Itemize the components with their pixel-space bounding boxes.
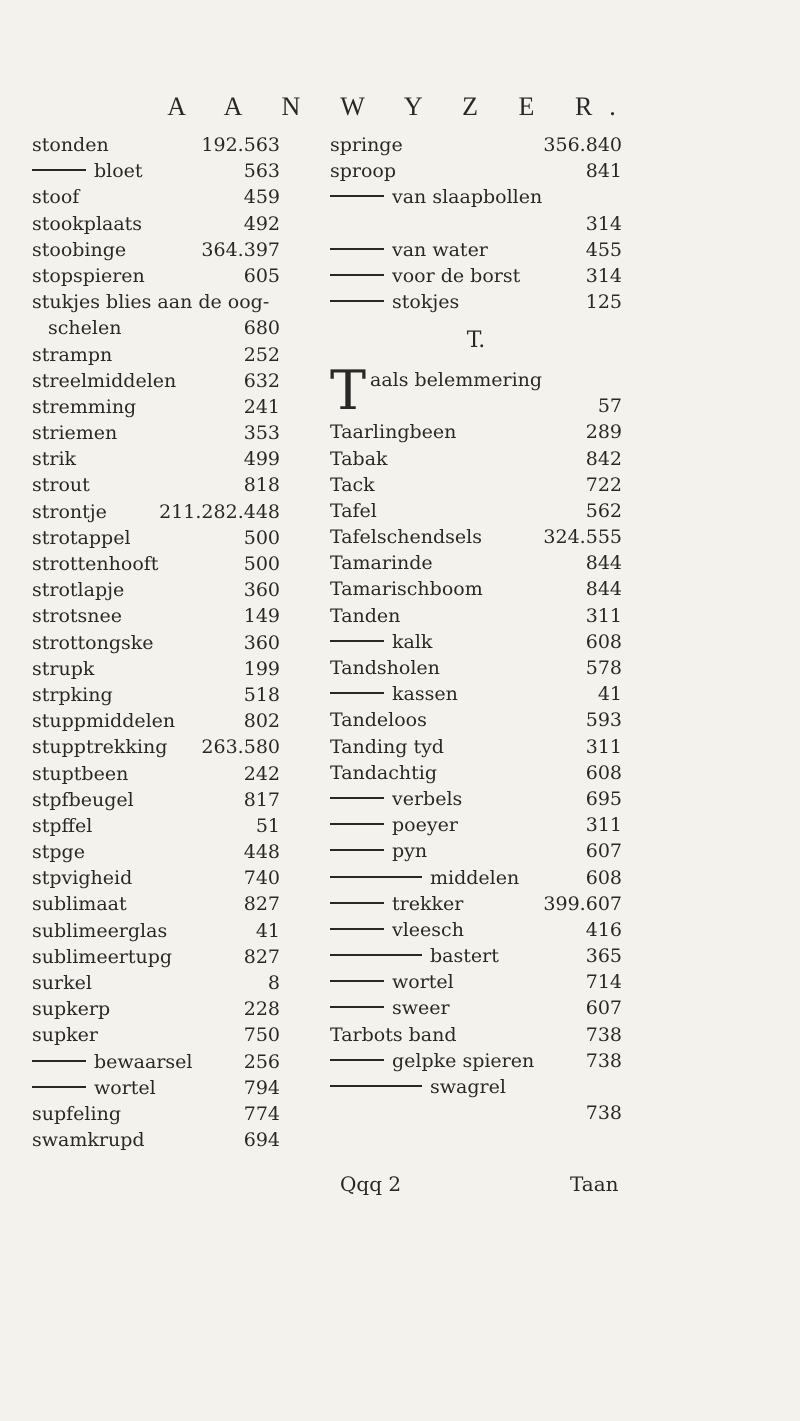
entry-page-ref: 311 <box>585 814 622 837</box>
entry-page-ref: 459 <box>243 186 280 209</box>
entry-page-ref: 324.555 <box>543 526 622 549</box>
index-entry <box>32 315 280 341</box>
entry-term: vleesch <box>392 918 464 941</box>
entry-term: pyn <box>392 840 428 863</box>
entry-page-ref: 680 <box>243 317 280 340</box>
ditto-dash <box>330 902 384 904</box>
index-entry <box>32 342 280 368</box>
entry-term: aals belemmering <box>370 369 543 392</box>
entry-term: stoobinge <box>32 238 127 261</box>
index-entry <box>32 577 280 603</box>
entry-term: stuptbeen <box>32 762 129 785</box>
index-entry <box>32 1049 280 1075</box>
index-entry <box>32 708 280 734</box>
entry-term: strotlapje <box>32 579 125 602</box>
entry-term: Tanding tyd <box>330 735 444 758</box>
index-entry <box>330 603 622 629</box>
entry-term: Tandachtig <box>330 761 438 784</box>
index-entry <box>330 969 622 995</box>
entry-page-ref: 608 <box>585 761 622 784</box>
index-entry <box>32 813 280 839</box>
entry-term: swamkrupd <box>32 1129 145 1152</box>
entry-page-ref: 802 <box>243 710 280 733</box>
entry-term: voor de borst <box>392 264 521 287</box>
entry-term: Tamarischboom <box>330 578 483 601</box>
entry-page-ref: 817 <box>243 788 280 811</box>
index-entry <box>32 603 280 629</box>
entry-page-ref: 607 <box>585 997 622 1020</box>
index-entry <box>32 394 280 420</box>
index-entry <box>32 944 280 970</box>
entry-term: wortel <box>94 1076 156 1099</box>
entry-page-ref: 360 <box>243 579 280 602</box>
entry-term: stupptrekking <box>32 736 168 759</box>
entry-page-ref: 263.580 <box>201 736 280 759</box>
entry-term: stpge <box>32 841 85 864</box>
index-entry <box>330 184 622 210</box>
index-entry <box>32 1127 280 1153</box>
ditto-dash <box>330 692 384 694</box>
entry-term: Tamarinde <box>330 552 433 575</box>
index-entry <box>32 1101 280 1127</box>
entry-term: stukjes blies aan de oog- <box>32 291 270 314</box>
entry-term: strottenhooft <box>32 553 159 575</box>
ditto-dash <box>32 1086 86 1088</box>
index-entry <box>330 838 622 864</box>
index-entry <box>330 263 622 289</box>
entry-term: stremming <box>32 395 137 418</box>
signature-mark: Qqq 2 <box>340 1172 402 1196</box>
index-entry <box>32 420 280 446</box>
entry-page-ref: 192.563 <box>201 134 280 156</box>
entry-term: supkerp <box>32 998 111 1021</box>
index-entry <box>330 917 622 943</box>
entry-term: sublimeerglas <box>32 919 168 942</box>
entry-term: sweer <box>392 997 450 1020</box>
index-entry <box>330 655 622 681</box>
index-entry <box>330 681 622 707</box>
entry-term: supfeling <box>32 1102 121 1125</box>
entry-page-ref: 593 <box>585 709 622 732</box>
right-index-column <box>330 132 622 1126</box>
entry-page-ref: 365 <box>585 945 622 968</box>
index-entry <box>330 1048 622 1074</box>
index-entry <box>330 550 622 576</box>
entry-term: strotappel <box>32 526 131 549</box>
entry-page-ref: 41 <box>255 919 280 942</box>
entry-term: strotsnee <box>32 605 123 628</box>
entry-term: wortel <box>392 971 454 994</box>
entry-term: sproop <box>330 160 397 183</box>
index-entry <box>32 630 280 656</box>
entry-page-ref: 51 <box>255 814 280 837</box>
entry-term: Tarbots band <box>330 1023 457 1046</box>
entry-page-ref: 256 <box>243 1050 280 1073</box>
ditto-dash <box>330 640 384 642</box>
index-entry <box>330 734 622 760</box>
entry-page-ref: 311 <box>585 735 622 758</box>
entry-term: strupk <box>32 657 95 680</box>
ditto-dash <box>330 1006 384 1008</box>
ditto-dash <box>330 248 384 250</box>
entry-term: stpffel <box>32 814 93 837</box>
index-entry-continuation <box>330 1100 622 1126</box>
index-entry <box>32 682 280 708</box>
entry-term: strontje <box>32 500 107 523</box>
ditto-dash <box>330 876 422 878</box>
index-entry <box>32 891 280 917</box>
entry-term: stookplaats <box>32 212 143 235</box>
ditto-dash <box>32 1060 86 1062</box>
index-entry <box>32 211 280 237</box>
entry-page-ref: 500 <box>243 526 280 549</box>
entry-term: sublimeertupg <box>32 945 173 968</box>
index-entry-continuation <box>330 211 622 237</box>
entry-term: Tack <box>330 473 375 496</box>
entry-page-ref: 842 <box>585 447 622 470</box>
entry-page-ref: 738 <box>585 1102 622 1125</box>
index-entry <box>330 524 622 550</box>
index-entry <box>32 263 280 289</box>
index-entry <box>32 918 280 944</box>
index-entry <box>330 786 622 812</box>
entry-term: stoof <box>32 186 80 209</box>
index-entry <box>330 289 622 315</box>
index-entry <box>32 839 280 865</box>
running-head: A A N W Y Z E R. <box>167 92 633 121</box>
entry-page-ref: 738 <box>585 1049 622 1072</box>
entry-term: verbels <box>392 787 463 810</box>
index-entry <box>32 551 280 577</box>
entry-page-ref: 8 <box>267 972 280 994</box>
ditto-dash <box>330 849 384 851</box>
ditto-dash <box>330 823 384 825</box>
entry-page-ref: 499 <box>243 448 280 471</box>
index-entry <box>32 368 280 394</box>
index-entry <box>32 446 280 472</box>
index-entry <box>330 472 622 498</box>
entry-term: stonden <box>32 134 109 156</box>
index-entry <box>330 1074 622 1100</box>
entry-page-ref: 607 <box>585 840 622 863</box>
entry-page-ref: 41 <box>597 683 622 706</box>
entry-page-ref: 844 <box>585 578 622 601</box>
entry-term: swagrel <box>430 1076 506 1098</box>
index-entry <box>330 995 622 1021</box>
index-entry <box>330 132 622 158</box>
entry-term: bloet <box>94 160 143 183</box>
entry-page-ref: 314 <box>585 264 622 287</box>
entry-term: Tandeloos <box>330 709 427 732</box>
index-entry <box>330 865 622 891</box>
entry-page-ref: 750 <box>243 1024 280 1047</box>
entry-term: van slaapbollen <box>392 186 543 209</box>
entry-page-ref: 500 <box>243 553 280 575</box>
entry-term: stopspieren <box>32 264 145 287</box>
entry-page-ref: 211.282.448 <box>159 500 280 523</box>
entry-page-ref: 794 <box>243 1076 280 1099</box>
index-entry <box>32 1022 280 1048</box>
entry-page-ref: 695 <box>585 787 622 810</box>
entry-term: Tandsholen <box>330 657 440 679</box>
entry-page-ref: 314 <box>585 212 622 235</box>
index-entry <box>32 132 280 158</box>
entry-term: Tabak <box>330 447 388 470</box>
entry-page-ref: 353 <box>243 422 280 445</box>
entry-page-ref: 399.607 <box>543 892 622 915</box>
entry-term: kalk <box>392 630 433 653</box>
entry-page-ref: 740 <box>243 867 280 890</box>
entry-term: middelen <box>430 866 520 889</box>
entry-term: schelen <box>48 317 122 340</box>
ditto-dash <box>330 954 422 956</box>
entry-term: striemen <box>32 422 118 445</box>
index-entry <box>330 1022 622 1048</box>
entry-term: supker <box>32 1024 98 1047</box>
entry-term: strottongske <box>32 631 154 654</box>
index-entry <box>32 289 280 315</box>
index-entry <box>330 760 622 786</box>
index-entry <box>32 865 280 891</box>
index-entry <box>330 943 622 969</box>
index-entry <box>330 237 622 263</box>
entry-page-ref: 448 <box>243 841 280 864</box>
index-entry <box>330 576 622 602</box>
entry-page-ref: 356.840 <box>543 134 622 156</box>
entry-term: stpfbeugel <box>32 788 134 811</box>
entry-page-ref: 228 <box>243 998 280 1021</box>
first-entry <box>330 359 622 423</box>
entry-page-ref: 841 <box>585 160 622 183</box>
index-entry <box>32 158 280 184</box>
entry-page-ref: 738 <box>585 1023 622 1046</box>
index-entry <box>32 787 280 813</box>
index-entry <box>32 761 280 787</box>
entry-term: Tafelschendsels <box>330 526 482 549</box>
entry-page-ref: 199 <box>243 657 280 680</box>
entry-page-ref: 242 <box>243 762 280 785</box>
ditto-dash <box>32 169 86 171</box>
ditto-dash <box>330 1085 422 1087</box>
entry-page-ref: 149 <box>243 605 280 628</box>
index-entry <box>32 525 280 551</box>
index-entry <box>330 812 622 838</box>
entry-page-ref: 125 <box>585 291 622 314</box>
entry-page-ref: 311 <box>585 604 622 627</box>
entry-page-ref: 827 <box>243 945 280 968</box>
entry-page-ref: 818 <box>243 474 280 497</box>
entry-term: streelmiddelen <box>32 369 177 392</box>
entry-page-ref: 241 <box>243 395 280 418</box>
drop-cap: T <box>330 359 367 423</box>
index-entry <box>330 498 622 524</box>
entry-term: stpvigheid <box>32 867 133 890</box>
entry-term: stokjes <box>392 291 460 314</box>
index-entry <box>330 419 622 445</box>
entry-page-ref: 774 <box>243 1102 280 1125</box>
entry-term: Taarlingbeen <box>330 421 457 444</box>
entry-page-ref: 608 <box>585 866 622 889</box>
ditto-dash <box>330 195 384 197</box>
entry-page-ref: 492 <box>243 212 280 235</box>
entry-term: strout <box>32 474 90 497</box>
entry-page-ref: 518 <box>243 683 280 706</box>
entry-page-ref: 455 <box>585 238 622 261</box>
entry-term: Tafel <box>330 499 377 522</box>
entry-page-ref: 578 <box>585 657 622 679</box>
entry-page-ref: 562 <box>585 499 622 522</box>
entry-page-ref: 608 <box>585 630 622 653</box>
entry-term: van water <box>392 238 488 261</box>
entry-term: surkel <box>32 972 92 994</box>
entry-page-ref: 827 <box>243 893 280 916</box>
entry-term: strampn <box>32 343 113 366</box>
entry-term: kassen <box>392 683 458 706</box>
ditto-dash <box>330 300 384 302</box>
entry-term: gelpke spieren <box>392 1049 535 1072</box>
entry-page-ref: 57 <box>597 395 622 418</box>
entry-term: stuppmiddelen <box>32 710 176 733</box>
index-entry <box>32 734 280 760</box>
entry-page-ref: 416 <box>585 918 622 941</box>
entry-page-ref: 563 <box>243 160 280 183</box>
index-entry <box>32 237 280 263</box>
index-entry <box>32 499 280 525</box>
index-entry <box>330 158 622 184</box>
index-entry <box>330 629 622 655</box>
entry-term: strik <box>32 448 77 471</box>
entry-term: strpking <box>32 683 113 706</box>
entry-page-ref: 844 <box>585 552 622 575</box>
ditto-dash <box>330 928 384 930</box>
entry-page-ref: 360 <box>243 631 280 654</box>
index-entry <box>32 184 280 210</box>
index-entry <box>330 707 622 733</box>
entry-page-ref: 632 <box>243 369 280 392</box>
ditto-dash <box>330 797 384 799</box>
section-letter: T. <box>466 328 486 354</box>
entry-term: bastert <box>430 945 499 968</box>
index-entry <box>32 996 280 1022</box>
entry-term: springe <box>330 134 403 156</box>
entry-page-ref: 364.397 <box>201 238 280 261</box>
index-entry <box>330 891 622 917</box>
ditto-dash <box>330 274 384 276</box>
entry-page-ref: 252 <box>243 343 280 366</box>
catchword: Taan <box>570 1172 619 1196</box>
entry-term: poeyer <box>392 814 458 837</box>
entry-term: bewaarsel <box>94 1050 193 1073</box>
left-index-column <box>32 132 280 1153</box>
index-entry <box>32 1075 280 1101</box>
index-entry <box>330 446 622 472</box>
entry-term: sublimaat <box>32 893 127 916</box>
ditto-dash <box>330 1059 384 1061</box>
entry-term: trekker <box>392 892 464 915</box>
entry-page-ref: 605 <box>243 264 280 287</box>
entry-page-ref: 289 <box>585 421 622 444</box>
ditto-dash <box>330 980 384 982</box>
entry-term: Tanden <box>330 604 401 627</box>
entry-page-ref: 714 <box>585 971 622 994</box>
index-entry <box>32 656 280 682</box>
index-entry <box>32 472 280 498</box>
entry-page-ref: 722 <box>585 473 622 496</box>
entry-page-ref: 694 <box>243 1129 280 1152</box>
index-entry <box>32 970 280 996</box>
